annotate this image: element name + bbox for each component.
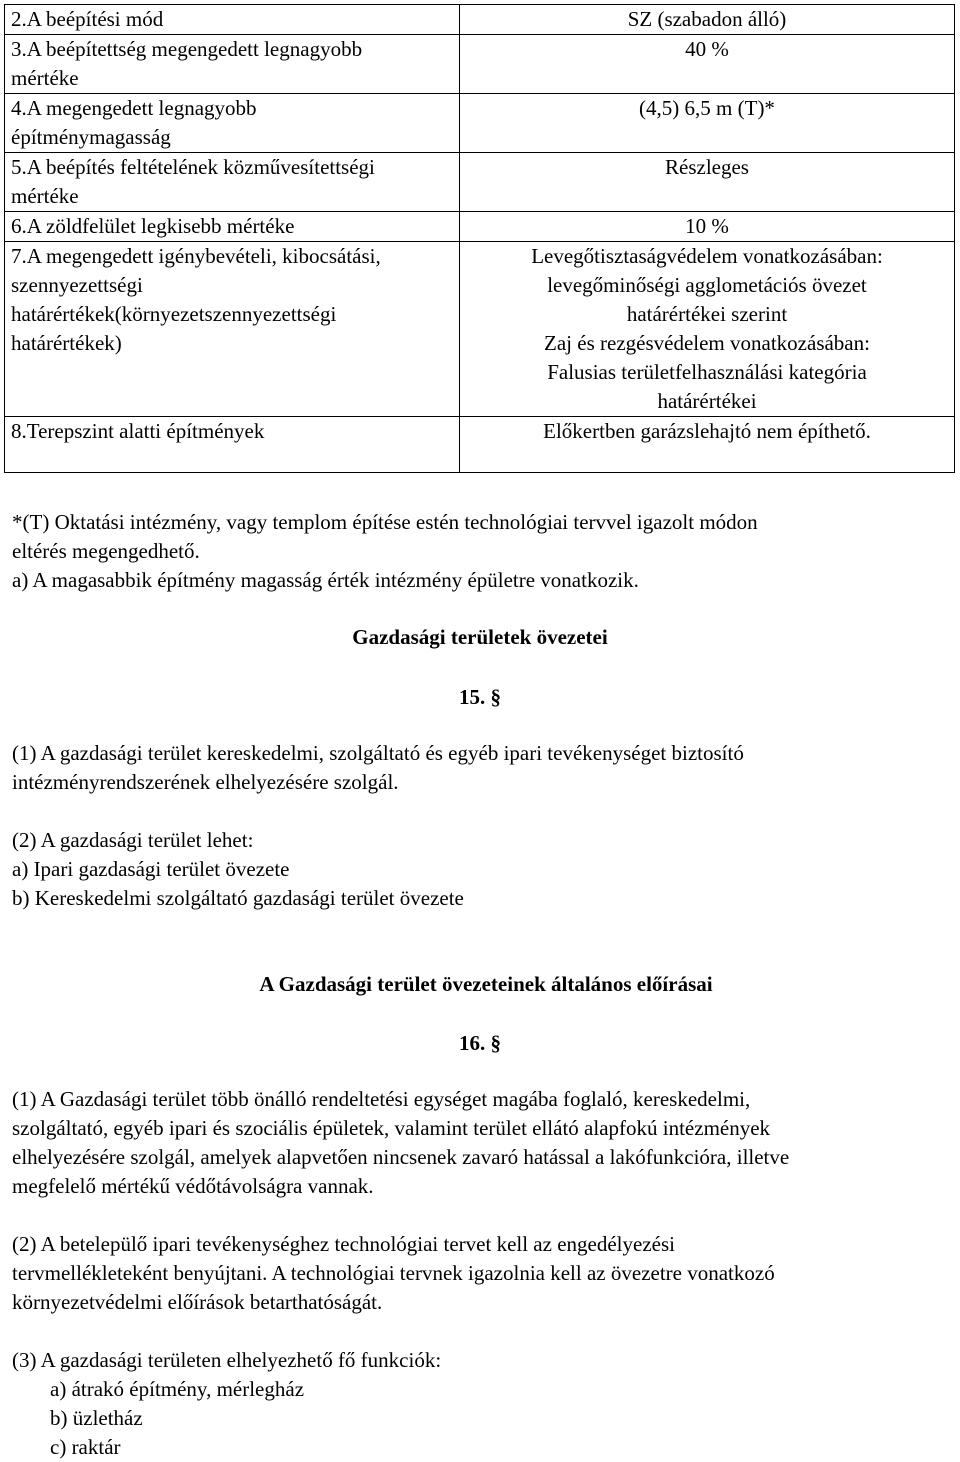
- row-label: 5.A beépítés feltételének közművesítettségi mértéke: [5, 153, 460, 212]
- table-row: [5, 94, 955, 153]
- row-value: (4,5) 6,5 m (T)*: [460, 94, 955, 153]
- paragraph-line: (2) A betelepülő ipari tevékenységhez technológiai tervet kell az engedélyezési: [12, 1232, 675, 1256]
- paragraph-line: környezetvédelmi előírások betarthatóságát.: [12, 1290, 383, 1314]
- paragraph-line: (1) A gazdasági terület kereskedelmi, szolgáltató és egyéb ipari tevékenységet biztosító: [12, 741, 744, 765]
- row-label: 4.A megengedett legnagyobb építménymagasság: [5, 94, 460, 153]
- row-label: 7.A megengedett igénybevételi, kibocsátási, szennyezettségi határértékek(környezetszennyezettségi határértékek): [5, 242, 460, 417]
- paragraph-number: 16. §: [459, 1031, 501, 1055]
- list-item: c) raktár: [50, 1435, 121, 1459]
- section-title: A Gazdasági terület övezeteinek általános előírásai: [259, 972, 713, 996]
- list-item: b) Kereskedelmi szolgáltató gazdasági terület övezete: [12, 886, 464, 910]
- paragraph-line: (2) A gazdasági terület lehet:: [12, 828, 254, 852]
- row-value: 10 %: [460, 212, 955, 242]
- paragraph-line: szolgáltató, egyéb ipari és szociális épületek, valamint terület ellátó alapfokú intézmények: [12, 1116, 771, 1140]
- row-value: SZ (szabadon álló): [460, 5, 955, 35]
- paragraph-line: (3) A gazdasági területen elhelyezhető fő funkciók:: [12, 1348, 442, 1372]
- footnote-line: a) A magasabbik építmény magasság érték intézmény épületre vonatkozik.: [12, 568, 639, 592]
- table-row: [5, 417, 955, 473]
- row-label: 8.Terepszint alatti építmények: [5, 417, 460, 473]
- row-label: 6.A zöldfelület legkisebb mértéke: [5, 212, 460, 242]
- paragraph-number: 15. §: [459, 685, 501, 709]
- row-value: Részleges: [460, 153, 955, 212]
- paragraph-line: megfelelő mértékű védőtávolságra vannak.: [12, 1174, 374, 1198]
- table-row: [5, 212, 955, 242]
- paragraph-line: tervmellékleteként benyújtani. A technológiai tervnek igazolnia kell az övezetre vonatkozó: [12, 1261, 775, 1285]
- section-title: Gazdasági területek övezetei: [352, 625, 608, 649]
- list-item: a) átrakó építmény, mérlegház: [50, 1377, 305, 1401]
- regulation-table: [4, 4, 955, 473]
- row-value: Előkertben garázslehajtó nem építhető.: [460, 417, 955, 473]
- table-row: [5, 5, 955, 35]
- row-label: 2.A beépítési mód: [5, 5, 460, 35]
- list-item: a) Ipari gazdasági terület övezete: [12, 857, 290, 881]
- table-row: [5, 35, 955, 94]
- list-item: b) üzletház: [50, 1406, 143, 1430]
- paragraph-line: elhelyezésére szolgál, amelyek alapvetően nincsenek zavaró hatással a lakófunkcióra, illetve: [12, 1145, 790, 1169]
- footnote-line: eltérés megengedhető.: [12, 539, 200, 563]
- row-label: 3.A beépítettség megengedett legnagyobb mértéke: [5, 35, 460, 94]
- footnote-line: *(T) Oktatási intézmény, vagy templom építése estén technológiai tervvel igazolt módon: [12, 510, 758, 534]
- table-row: [5, 242, 955, 417]
- paragraph-line: intézményrendszerének elhelyezésére szolgál.: [12, 770, 399, 794]
- paragraph-line: (1) A Gazdasági terület több önálló rendeltetési egységet magába foglaló, kereskedelmi,: [12, 1087, 751, 1111]
- table-row: [5, 153, 955, 212]
- row-value: 40 %: [460, 35, 955, 94]
- row-value: Levegőtisztaságvédelem vonatkozásában: levegőminőségi agglometációs övezet határértékei szerint Zaj és rezgésvédelem vonatkozásában: Falusias területfelhasználási kategória határértékei: [460, 242, 955, 417]
